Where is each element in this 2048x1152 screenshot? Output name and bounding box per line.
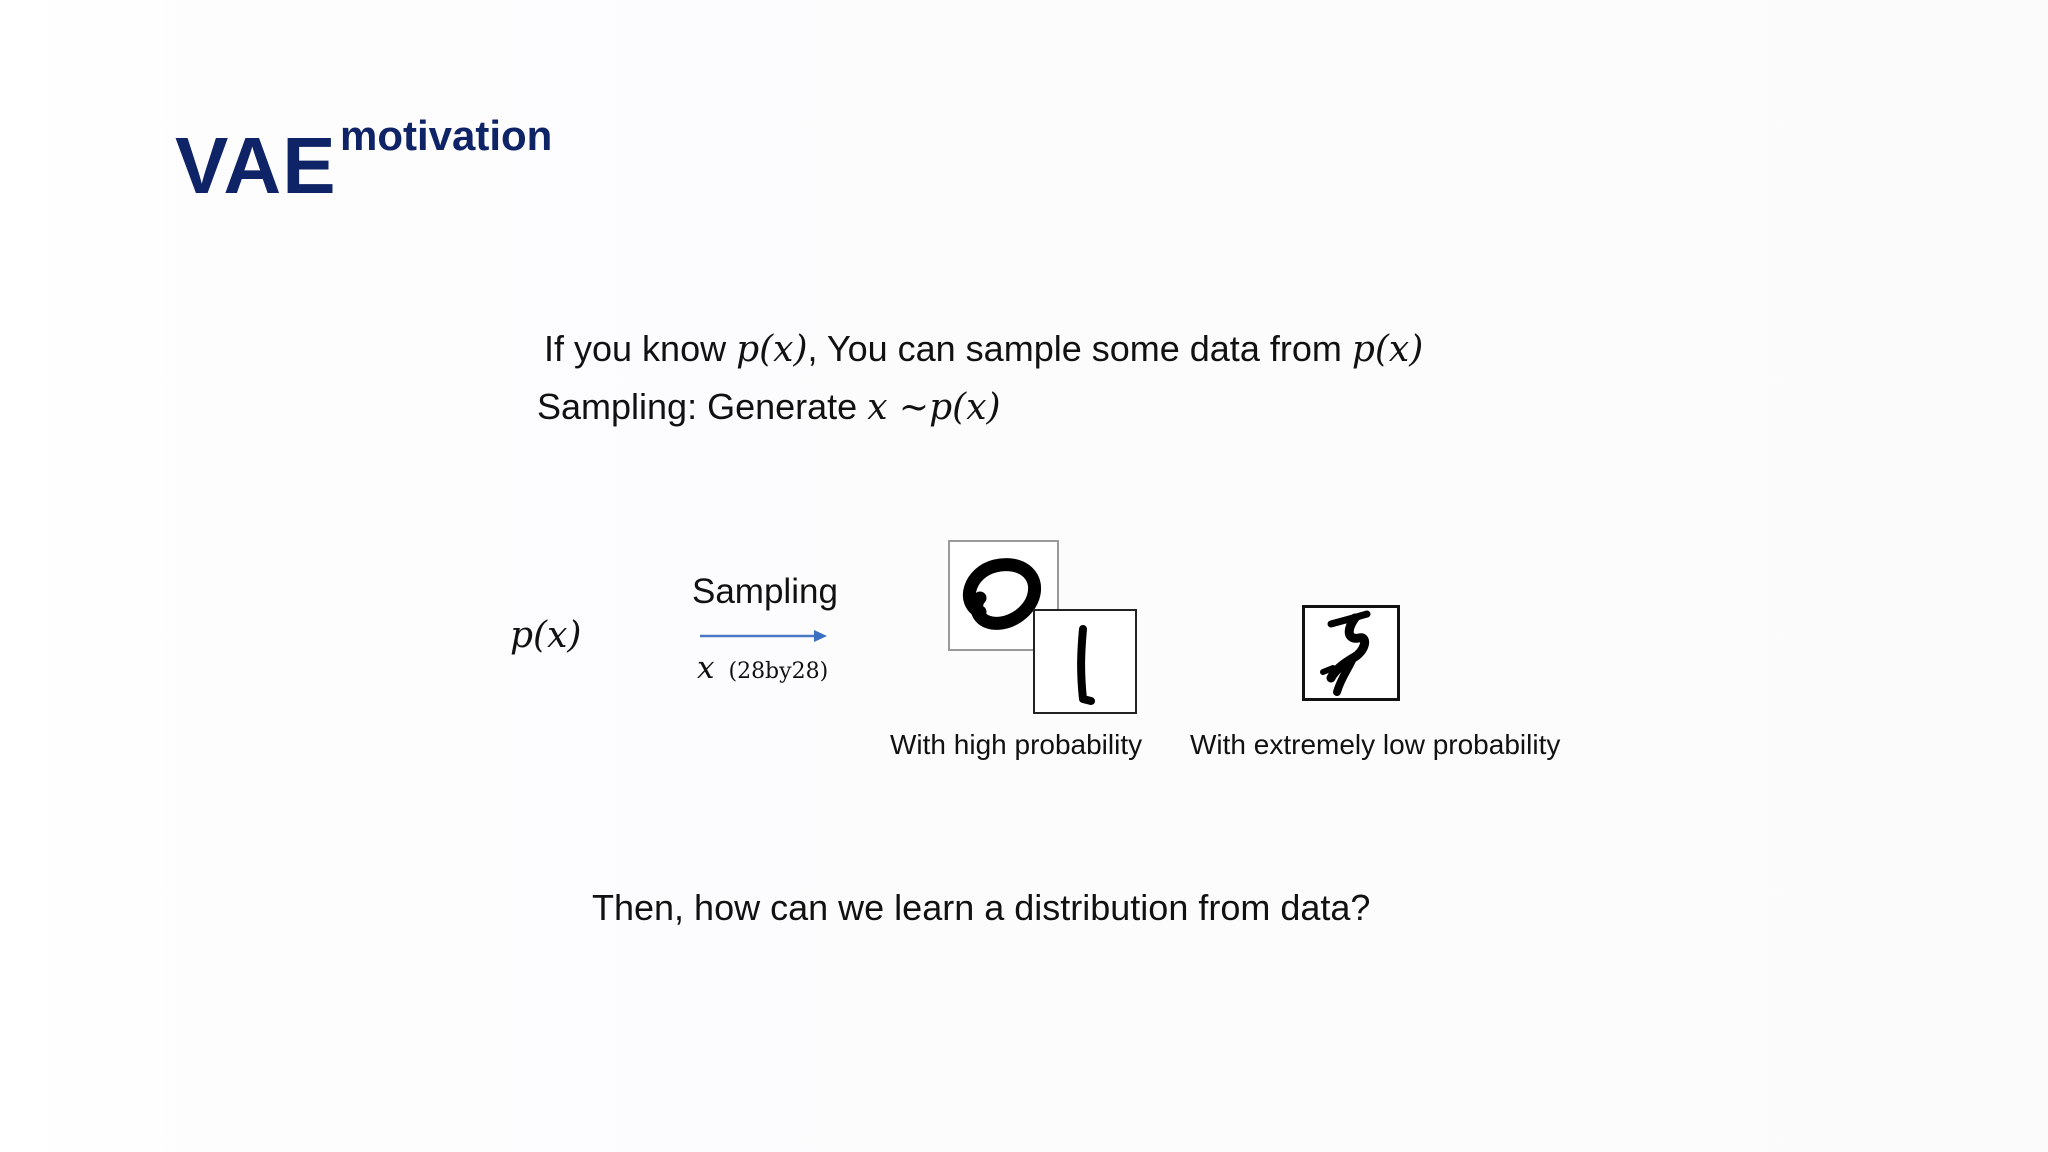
intro-line-2-math: x ~p(x) [867, 387, 1001, 428]
intro-line-1-math-a: p(x) [736, 329, 808, 370]
intro-line-1-text-b: , You can sample some data from [807, 328, 1352, 369]
sampling-label: Sampling [692, 572, 838, 611]
digit-one-image [1033, 609, 1137, 714]
sampling-arrow-icon [700, 628, 828, 644]
low-probability-caption: With extremely low probability [1190, 729, 1561, 760]
intro-line-1-math-b: p(x) [1351, 329, 1424, 370]
slide-subtitle: motivation [340, 112, 553, 159]
high-probability-caption: With high probability [890, 729, 1143, 760]
variable-symbol: x [697, 650, 715, 686]
intro-line-1 [544, 328, 1423, 370]
distribution-label: p(x) [510, 615, 582, 656]
intro-line-2-text: Sampling: Generate [537, 386, 868, 427]
slide-title: VAE [175, 121, 337, 210]
variable-label [697, 650, 828, 686]
closing-question: Then, how can we learn a distribution from data? [592, 887, 1371, 928]
noisy-digit-image [1302, 605, 1400, 701]
intro-line-2 [537, 386, 1001, 428]
variable-size: (28by28) [728, 659, 829, 684]
intro-line-1-text-a: If you know [544, 328, 737, 369]
